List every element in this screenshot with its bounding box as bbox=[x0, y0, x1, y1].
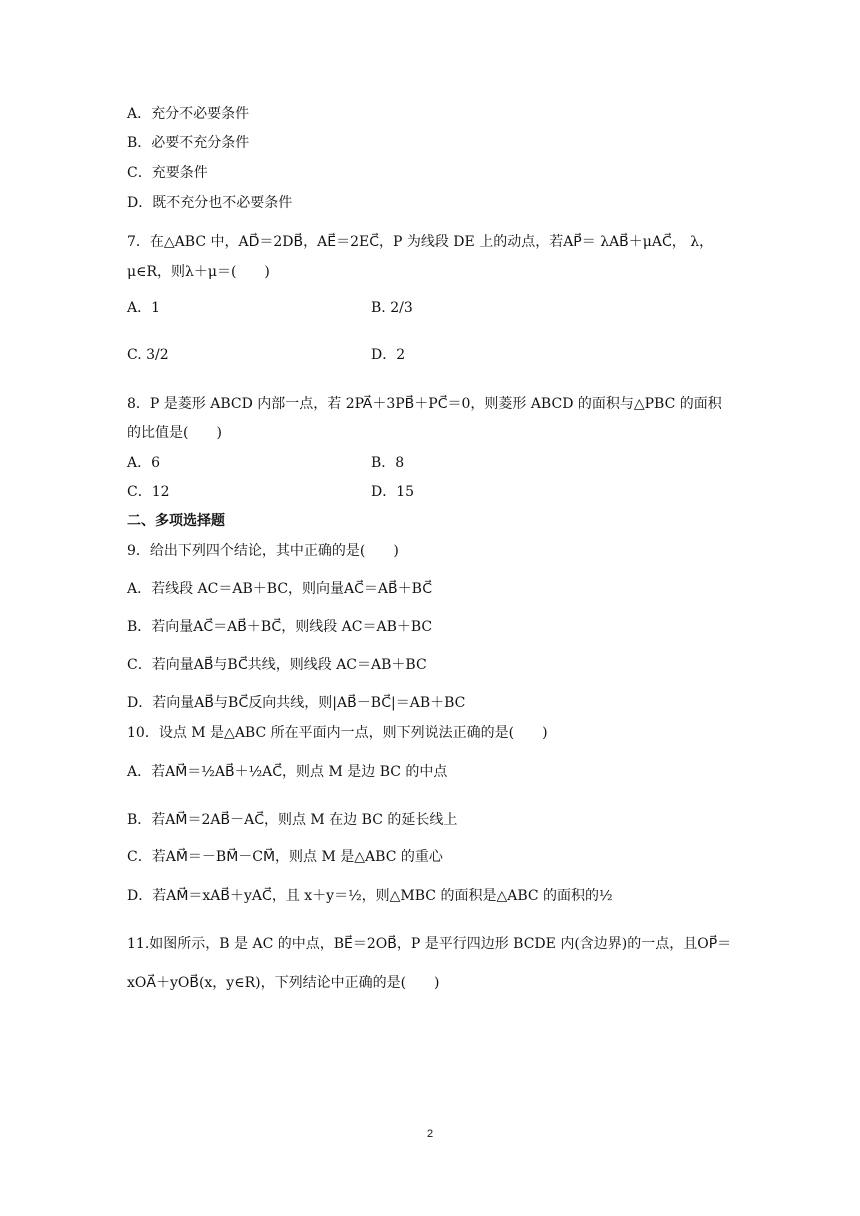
q8-stem-line2: 的比值是( ) bbox=[127, 425, 222, 441]
q9-option-c: C．若向量AB⃗与BC⃗共线，则线段 AC＝AB＋BC bbox=[127, 657, 427, 673]
q8-option-a: A．6 bbox=[127, 455, 161, 471]
q7-option-b: B. 2/3 bbox=[371, 300, 413, 316]
q8-stem-line1: 8．P 是菱形 ABCD 内部一点，若 2PA⃗＋3PB⃗＋PC⃗＝0，则菱形 ABCD 的面积与△PBC 的面积 bbox=[127, 396, 722, 412]
q10-stem: 10．设点 M 是△ABC 所在平面内一点，则下列说法正确的是( ) bbox=[127, 725, 548, 741]
q6-option-c: C．充要条件 bbox=[127, 165, 208, 181]
q8-option-b: B．8 bbox=[371, 455, 405, 471]
q7-stem-line1: 7．在△ABC 中，AD⃗＝2DB⃗，AE⃗＝2EC⃗，P 为线段 DE 上的动点，若AP⃗＝ λAB⃗＋μAC⃗， λ， bbox=[127, 234, 714, 250]
q11-stem-line1: 11.如图所示，B 是 AC 的中点，BE⃗＝2OB⃗，P 是平行四边形 BCDE 内(含边界)的一点，且OP⃗＝ bbox=[127, 936, 732, 952]
section-title: 二、多项选择题 bbox=[127, 513, 225, 529]
page-number: 2 bbox=[426, 1128, 434, 1140]
q7-option-d: D．2 bbox=[371, 347, 406, 363]
q10-option-b: B．若AM⃗＝2AB⃗－AC⃗，则点 M 在边 BC 的延长线上 bbox=[127, 812, 458, 828]
q9-option-b: B．若向量AC⃗＝AB⃗＋BC⃗，则线段 AC＝AB＋BC bbox=[127, 619, 433, 635]
q8-option-c: C．12 bbox=[127, 484, 170, 500]
q8-option-d: D．15 bbox=[371, 484, 415, 500]
q7-stem-line2: μ∈R，则λ＋μ＝( ) bbox=[127, 264, 270, 280]
q7-option-c: C. 3/2 bbox=[127, 347, 169, 363]
q10-option-a: A．若AM⃗＝½AB⃗＋½AC⃗，则点 M 是边 BC 的中点 bbox=[127, 764, 448, 780]
q11-stem-line2: xOA⃗＋yOB⃗(x，y∈R)，下列结论中正确的是( ) bbox=[127, 975, 440, 991]
q9-option-a: A．若线段 AC＝AB＋BC，则向量AC⃗＝AB⃗＋BC⃗ bbox=[127, 581, 432, 597]
q6-option-a: A．充分不必要条件 bbox=[127, 106, 250, 122]
q10-option-c: C．若AM⃗＝－BM⃗－CM⃗，则点 M 是△ABC 的重心 bbox=[127, 849, 443, 865]
q9-stem: 9．给出下列四个结论，其中正确的是( ) bbox=[127, 543, 399, 559]
q9-option-d: D．若向量AB⃗与BC⃗反向共线，则|AB⃗－BC⃗|＝AB＋BC bbox=[127, 695, 466, 711]
q6-option-b: B．必要不充分条件 bbox=[127, 135, 250, 151]
q7-option-a: A．1 bbox=[127, 300, 161, 316]
q6-option-d: D．既不充分也不必要条件 bbox=[127, 195, 293, 211]
q10-option-d: D．若AM⃗＝xAB⃗＋yAC⃗，且 x＋y＝½，则△MBC 的面积是△ABC 的面积的½ bbox=[127, 888, 613, 904]
